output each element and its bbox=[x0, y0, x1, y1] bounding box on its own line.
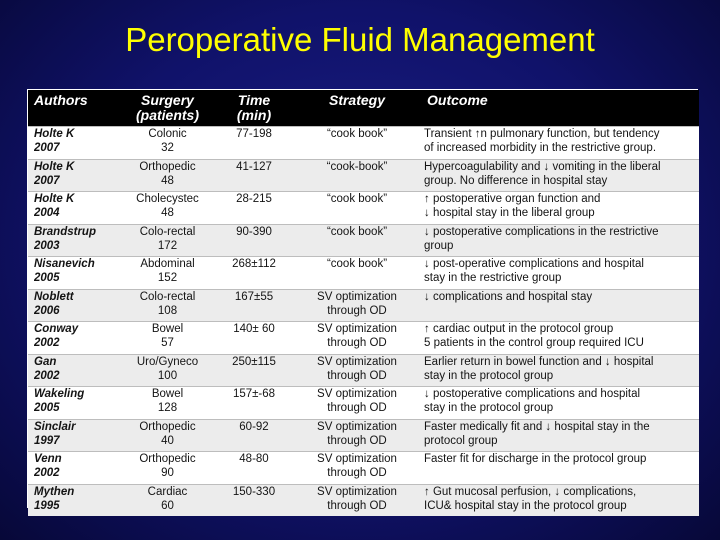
table-row bbox=[28, 354, 699, 387]
cell-strategy-strategy1: SV optimization bbox=[317, 388, 397, 400]
cell-author-year: 2002 bbox=[34, 467, 60, 479]
cell-surgery-patients: 152 bbox=[157, 272, 178, 284]
cell-surgery bbox=[120, 419, 215, 452]
cell-author bbox=[28, 289, 120, 322]
cell-outcome bbox=[421, 224, 699, 257]
cell-strategy-strategy1: “cook book” bbox=[326, 258, 388, 270]
cell-time bbox=[215, 322, 293, 355]
cell-strategy-strategy2: through OD bbox=[327, 467, 387, 479]
table-row bbox=[28, 289, 699, 322]
cell-author bbox=[28, 354, 120, 387]
cell-strategy-strategy1: SV optimization bbox=[317, 290, 397, 303]
studies-table-container bbox=[27, 89, 698, 512]
table-row bbox=[28, 257, 699, 290]
cell-time bbox=[215, 192, 293, 225]
cell-author bbox=[28, 452, 120, 485]
cell-surgery-surgery: Orthopedic bbox=[139, 420, 196, 433]
cell-outcome-outcome1: Hypercoagulability and ↓ vomiting in the liberal bbox=[424, 160, 661, 173]
cell-surgery bbox=[120, 127, 215, 160]
cell-surgery-surgery: Bowel bbox=[151, 388, 184, 400]
cell-time-time: 268±112 bbox=[232, 258, 276, 270]
cell-author bbox=[28, 257, 120, 290]
cell-author-author: Brandstrup bbox=[34, 225, 96, 238]
cell-outcome-outcome1: Faster fit for discharge in the protocol group bbox=[424, 453, 647, 465]
cell-surgery-surgery: Colonic bbox=[148, 128, 187, 140]
cell-author-author: Sinclair bbox=[34, 420, 76, 433]
header-surgery: Surgery (patients) bbox=[136, 93, 199, 123]
cell-time bbox=[215, 257, 293, 290]
cell-strategy-strategy1: “cook book” bbox=[326, 128, 388, 140]
cell-author-author: Gan bbox=[34, 355, 57, 368]
table-row bbox=[28, 322, 699, 355]
cell-outcome-outcome2: ↓ hospital stay in the liberal group bbox=[424, 207, 595, 219]
cell-author-year: 2002 bbox=[34, 369, 60, 382]
table-row bbox=[28, 224, 699, 257]
cell-author-author: Venn bbox=[34, 453, 62, 465]
header-strategy: Strategy bbox=[328, 92, 386, 108]
cell-author-year: 1997 bbox=[34, 434, 60, 447]
cell-author-year: 1995 bbox=[34, 499, 60, 512]
cell-surgery-surgery: Colo-rectal bbox=[139, 225, 196, 238]
cell-time-time: 90-390 bbox=[236, 225, 272, 238]
cell-strategy bbox=[293, 289, 421, 322]
cell-surgery-surgery: Abdominal bbox=[140, 258, 195, 270]
cell-strategy bbox=[293, 192, 421, 225]
table-row bbox=[28, 419, 699, 452]
slide-title: Peroperative Fluid Management bbox=[125, 21, 595, 58]
cell-outcome bbox=[421, 452, 699, 485]
cell-author-author: Holte K bbox=[34, 128, 75, 140]
cell-surgery bbox=[120, 224, 215, 257]
cell-time-time: 48-80 bbox=[239, 453, 269, 465]
cell-strategy bbox=[293, 224, 421, 257]
cell-outcome bbox=[421, 192, 699, 225]
header-time: Time (min) bbox=[236, 93, 272, 123]
cell-time bbox=[215, 452, 293, 485]
cell-strategy-strategy2: through OD bbox=[327, 304, 387, 317]
cell-outcome-outcome2: protocol group bbox=[424, 434, 498, 447]
cell-outcome-outcome2: ICU& hospital stay in the protocol group bbox=[424, 499, 627, 512]
header-outcome: Outcome bbox=[427, 92, 488, 108]
cell-author-year: 2002 bbox=[34, 337, 60, 349]
cell-author-year: 2007 bbox=[34, 142, 60, 154]
cell-surgery-surgery: Uro/Gyneco bbox=[136, 355, 199, 368]
cell-surgery-patients: 90 bbox=[161, 467, 174, 479]
table-body bbox=[28, 127, 699, 517]
cell-outcome-outcome2: group bbox=[424, 239, 454, 252]
cell-strategy-strategy1: SV optimization bbox=[317, 485, 397, 498]
cell-strategy bbox=[293, 354, 421, 387]
cell-strategy-strategy1: “cook book” bbox=[326, 225, 388, 238]
cell-time bbox=[215, 289, 293, 322]
cell-strategy-strategy1: SV optimization bbox=[317, 420, 397, 433]
cell-surgery-surgery: Cardiac bbox=[147, 485, 188, 498]
cell-strategy-strategy1: SV optimization bbox=[317, 323, 397, 335]
cell-surgery bbox=[120, 289, 215, 322]
cell-time-time: 140± 60 bbox=[233, 323, 275, 335]
table-row bbox=[28, 127, 699, 160]
cell-time-time: 28-215 bbox=[236, 193, 272, 205]
table-header-row bbox=[28, 90, 699, 127]
table-row bbox=[28, 484, 699, 516]
cell-strategy bbox=[293, 387, 421, 420]
cell-strategy bbox=[293, 484, 421, 516]
cell-time-time: 157±-68 bbox=[232, 388, 276, 400]
cell-author bbox=[28, 127, 120, 160]
table-row bbox=[28, 192, 699, 225]
cell-time bbox=[215, 354, 293, 387]
cell-surgery-surgery: Bowel bbox=[151, 323, 184, 335]
table-row bbox=[28, 387, 699, 420]
cell-author bbox=[28, 484, 120, 516]
cell-time bbox=[215, 387, 293, 420]
cell-surgery-patients: 172 bbox=[157, 239, 178, 252]
table-row bbox=[28, 452, 699, 485]
cell-author-year: 2006 bbox=[34, 304, 60, 317]
cell-strategy-strategy2: through OD bbox=[327, 402, 387, 414]
cell-time bbox=[215, 484, 293, 516]
cell-outcome bbox=[421, 419, 699, 452]
cell-surgery-patients: 60 bbox=[161, 499, 174, 512]
cell-author bbox=[28, 419, 120, 452]
cell-outcome-outcome2: stay in the protocol group bbox=[424, 369, 554, 382]
cell-author-author: Mythen bbox=[34, 485, 75, 498]
cell-author-year: 2005 bbox=[34, 272, 60, 284]
cell-time-time: 41-127 bbox=[236, 160, 272, 173]
cell-author-year: 2003 bbox=[34, 239, 60, 252]
cell-outcome bbox=[421, 159, 699, 192]
cell-surgery bbox=[120, 354, 215, 387]
cell-author-author: Wakeling bbox=[34, 388, 85, 400]
cell-author bbox=[28, 387, 120, 420]
cell-time bbox=[215, 127, 293, 160]
cell-author-year: 2004 bbox=[34, 207, 60, 219]
cell-surgery-patients: 108 bbox=[157, 304, 178, 317]
cell-surgery-surgery: Orthopedic bbox=[139, 160, 196, 173]
cell-time-time: 150-330 bbox=[232, 485, 276, 498]
cell-surgery-surgery: Colo-rectal bbox=[139, 290, 196, 303]
cell-outcome bbox=[421, 322, 699, 355]
cell-surgery bbox=[120, 484, 215, 516]
cell-strategy-strategy1: SV optimization bbox=[317, 453, 397, 465]
cell-surgery-patients: 48 bbox=[161, 174, 174, 187]
cell-outcome-outcome2: of increased morbidity in the restrictive group. bbox=[424, 142, 657, 154]
cell-outcome-outcome1: ↓ postoperative complications and hospital bbox=[424, 388, 641, 400]
cell-strategy bbox=[293, 159, 421, 192]
cell-strategy-strategy1: SV optimization bbox=[317, 355, 397, 368]
cell-surgery bbox=[120, 452, 215, 485]
cell-surgery-patients: 128 bbox=[157, 402, 178, 414]
cell-strategy-strategy2: through OD bbox=[327, 369, 387, 382]
cell-strategy-strategy2: through OD bbox=[327, 434, 387, 447]
cell-surgery-patients: 100 bbox=[157, 369, 178, 382]
cell-time bbox=[215, 419, 293, 452]
cell-time bbox=[215, 159, 293, 192]
cell-time-time: 167±55 bbox=[234, 290, 274, 303]
cell-outcome-outcome1: Transient ↑n pulmonary function, but tendency bbox=[424, 128, 660, 140]
cell-author-year: 2005 bbox=[34, 402, 60, 414]
cell-outcome-outcome1: Faster medically fit and ↓ hospital stay in the bbox=[424, 420, 650, 433]
cell-strategy bbox=[293, 419, 421, 452]
cell-outcome-outcome2: 5 patients in the control group required ICU bbox=[424, 337, 644, 349]
cell-outcome-outcome2: group. No difference in hospital stay bbox=[424, 174, 608, 187]
cell-outcome bbox=[421, 127, 699, 160]
cell-author bbox=[28, 192, 120, 225]
header-authors: Authors bbox=[34, 92, 88, 108]
cell-surgery-patients: 57 bbox=[161, 337, 174, 349]
cell-outcome bbox=[421, 257, 699, 290]
cell-author-author: Conway bbox=[34, 323, 79, 335]
cell-outcome-outcome1: ↑ Gut mucosal perfusion, ↓ complications, bbox=[424, 485, 637, 498]
cell-strategy-strategy1: “cook-book” bbox=[326, 160, 388, 173]
cell-time-time: 250±115 bbox=[232, 355, 276, 368]
cell-strategy bbox=[293, 127, 421, 160]
cell-surgery bbox=[120, 192, 215, 225]
cell-surgery-surgery: Cholecystec bbox=[136, 193, 199, 205]
cell-outcome-outcome2: stay in the protocol group bbox=[424, 402, 554, 414]
cell-outcome-outcome1: ↓ complications and hospital stay bbox=[424, 290, 593, 303]
cell-strategy bbox=[293, 322, 421, 355]
cell-outcome-outcome1: Earlier return in bowel function and ↓ hospital bbox=[424, 355, 654, 368]
cell-outcome bbox=[421, 387, 699, 420]
cell-author bbox=[28, 224, 120, 257]
cell-outcome-outcome2: stay in the restrictive group bbox=[424, 272, 562, 284]
cell-strategy bbox=[293, 452, 421, 485]
cell-author bbox=[28, 159, 120, 192]
cell-surgery-patients: 40 bbox=[161, 434, 174, 447]
cell-strategy-strategy2: through OD bbox=[327, 499, 387, 512]
cell-outcome-outcome1: ↑ postoperative organ function and bbox=[424, 193, 601, 205]
cell-time-time: 60-92 bbox=[239, 420, 269, 433]
cell-time-time: 77-198 bbox=[236, 128, 272, 140]
cell-surgery-patients: 48 bbox=[161, 207, 174, 219]
cell-surgery bbox=[120, 387, 215, 420]
studies-table bbox=[28, 90, 699, 516]
cell-author-year: 2007 bbox=[34, 174, 60, 187]
cell-author-author: Nisanevich bbox=[34, 258, 95, 270]
cell-outcome-outcome1: ↓ postoperative complications in the restrictive bbox=[424, 225, 659, 238]
cell-outcome bbox=[421, 354, 699, 387]
cell-author-author: Noblett bbox=[34, 290, 74, 303]
cell-author bbox=[28, 322, 120, 355]
cell-strategy-strategy2: through OD bbox=[327, 337, 387, 349]
cell-outcome-outcome1: ↑ cardiac output in the protocol group bbox=[424, 323, 614, 335]
cell-author-author: Holte K bbox=[34, 193, 75, 205]
table-row bbox=[28, 159, 699, 192]
cell-strategy bbox=[293, 257, 421, 290]
cell-time bbox=[215, 224, 293, 257]
cell-strategy-strategy1: “cook book” bbox=[326, 193, 388, 205]
cell-surgery bbox=[120, 257, 215, 290]
cell-surgery bbox=[120, 159, 215, 192]
cell-outcome bbox=[421, 484, 699, 516]
cell-surgery bbox=[120, 322, 215, 355]
cell-author-author: Holte K bbox=[34, 160, 75, 173]
cell-surgery-patients: 32 bbox=[161, 142, 174, 154]
cell-outcome-outcome1: ↓ post-operative complications and hospital bbox=[424, 258, 644, 270]
cell-surgery-surgery: Orthopedic bbox=[139, 453, 196, 465]
cell-outcome bbox=[421, 289, 699, 322]
